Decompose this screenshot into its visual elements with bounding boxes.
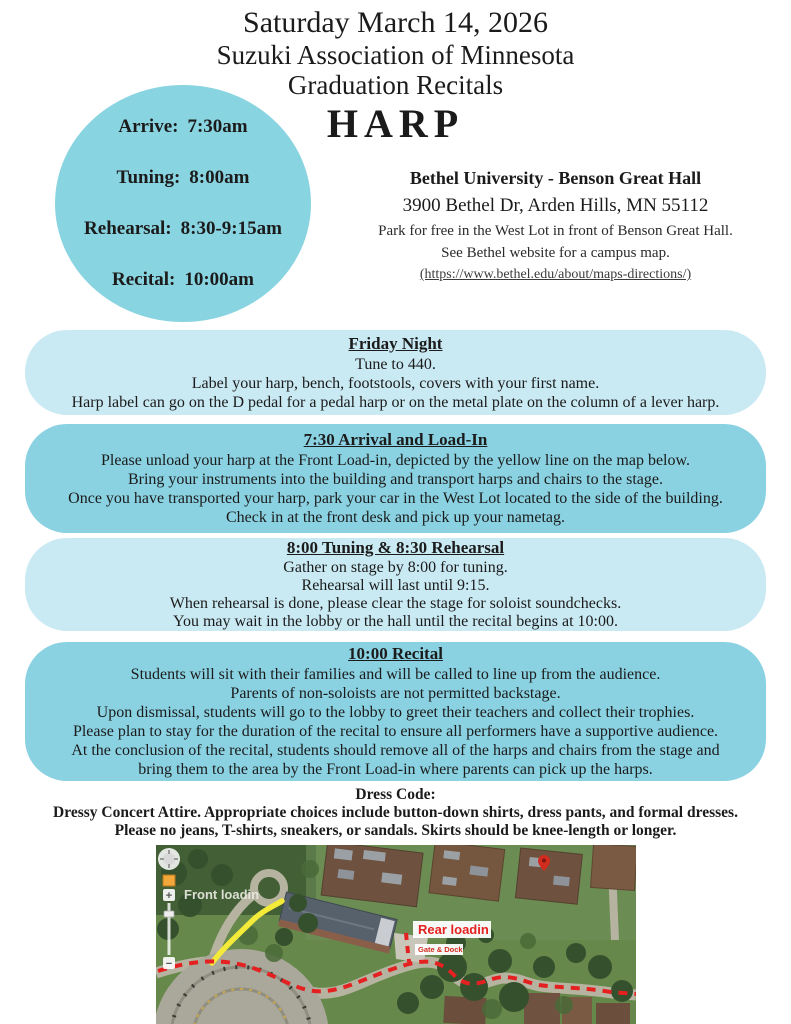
schedule-label: Rehearsal: xyxy=(84,218,172,240)
box-line: Bring your instruments into the building and transport harps and chairs to the stage. xyxy=(127,471,663,488)
schedule-item-tuning xyxy=(55,167,311,189)
box-line: When rehearsal is done, please clear the stage for soloist soundchecks. xyxy=(169,595,622,612)
map-label-gate-dock: Gate & Dock xyxy=(418,945,463,954)
instrument-title: HARP xyxy=(326,101,465,146)
campus-map-canvas[interactable] xyxy=(156,845,636,1024)
box-line: bring them to the area by the Front Load-in where parents can pick up the harps. xyxy=(138,761,653,778)
box-line: Please unload your harp at the Front Load-in, depicted by the yellow line on the map below. xyxy=(100,452,691,469)
campus-map[interactable] xyxy=(156,845,636,1024)
map-zoom-out-label: − xyxy=(165,958,173,970)
box-line: Rehearsal will last until 9:15. xyxy=(301,577,490,594)
box-line: Parents of non-soloists are not permitted backstage. xyxy=(230,685,561,702)
box-heading: 8:00 Tuning & 8:30 Rehearsal xyxy=(286,538,505,557)
box-heading: Friday Night xyxy=(348,333,443,353)
box-line: At the conclusion of the recital, students should remove all of the harps and chairs from the stage and xyxy=(71,742,720,759)
map-label-front-loadin: Front loadin xyxy=(184,887,260,902)
schedule-time: 10:00am xyxy=(184,269,254,291)
box-line: Harp label can go on the D pedal for a pedal harp or on the metal plate on the column of a lever harp. xyxy=(71,393,720,411)
schedule-item-recital xyxy=(55,269,311,291)
schedule-label: Arrive: xyxy=(118,115,179,137)
venue-name: Bethel University - Benson Great Hall xyxy=(409,168,702,188)
box-line: You may wait in the lobby or the hall until the recital begins at 10:00. xyxy=(173,613,618,630)
venue-map-note: See Bethel website for a campus map. xyxy=(441,245,670,261)
box-line: Upon dismissal, students will go to the lobby to greet their teachers and collect their trophies. xyxy=(96,704,695,721)
box-line: Tune to 440. xyxy=(355,355,436,373)
page-header xyxy=(0,6,791,100)
dress-code-heading: Dress Code: xyxy=(355,786,436,803)
schedule-label: Recital: xyxy=(112,269,176,291)
schedule-item-rehearsal xyxy=(55,218,311,240)
map-label-rear-loadin-group xyxy=(413,921,491,938)
dress-code-line: Dressy Concert Attire. Appropriate choices include button-down shirts, dress pants, and formal dresses. xyxy=(53,804,738,821)
dress-code-line: Please no jeans, T-shirts, sneakers, or sandals. Skirts should be knee-length or longer. xyxy=(114,822,677,839)
box-line: Once you have transported your harp, park your car in the West Lot located to the side of the building. xyxy=(68,490,723,507)
event-name-title: Graduation Recitals xyxy=(287,69,504,100)
info-box-friday-night xyxy=(25,330,766,415)
info-box-arrival-load-in xyxy=(25,424,766,533)
schedule-time: 8:00am xyxy=(189,166,250,188)
schedule-time: 7:30am xyxy=(187,115,248,137)
map-zoom-in-label: + xyxy=(165,890,173,902)
box-line: Please plan to stay for the duration of the recital to ensure all performers have a supportive audience. xyxy=(72,723,719,740)
organization-title: Suzuki Association of Minnesota xyxy=(216,39,575,70)
box-line: Students will sit with their families and will be called to line up from the audience. xyxy=(130,666,661,683)
box-heading: 10:00 Recital xyxy=(348,644,443,663)
box-line: Check in at the front desk and pick up your nametag. xyxy=(225,509,565,526)
map-label-rear-loadin: Rear loadin xyxy=(418,922,489,937)
event-date-title: Saturday March 14, 2026 xyxy=(243,6,548,39)
box-heading: 7:30 Arrival and Load-In xyxy=(303,430,488,449)
venue-address: 3900 Bethel Dr, Arden Hills, MN 55112 xyxy=(402,195,709,216)
schedule-time: 8:30-9:15am xyxy=(180,218,282,240)
schedule-label: Tuning: xyxy=(116,166,181,188)
venue-map-link[interactable]: (https://www.bethel.edu/about/maps-directions/) xyxy=(419,267,692,282)
map-zoom-slider-handle[interactable] xyxy=(164,911,174,917)
box-line: Gather on stage by 8:00 for tuning. xyxy=(283,559,508,576)
map-pegman-icon[interactable] xyxy=(163,875,175,886)
info-box-recital xyxy=(25,642,766,781)
venue-block xyxy=(320,168,791,283)
venue-parking-note: Park for free in the West Lot in front of Benson Great Hall. xyxy=(378,223,733,239)
info-box-tuning-rehearsal xyxy=(25,538,766,631)
box-line: Label your harp, bench, footstools, covers with your first name. xyxy=(191,374,600,392)
map-label-gate-dock-group xyxy=(415,944,463,955)
dress-code-block xyxy=(0,786,791,840)
